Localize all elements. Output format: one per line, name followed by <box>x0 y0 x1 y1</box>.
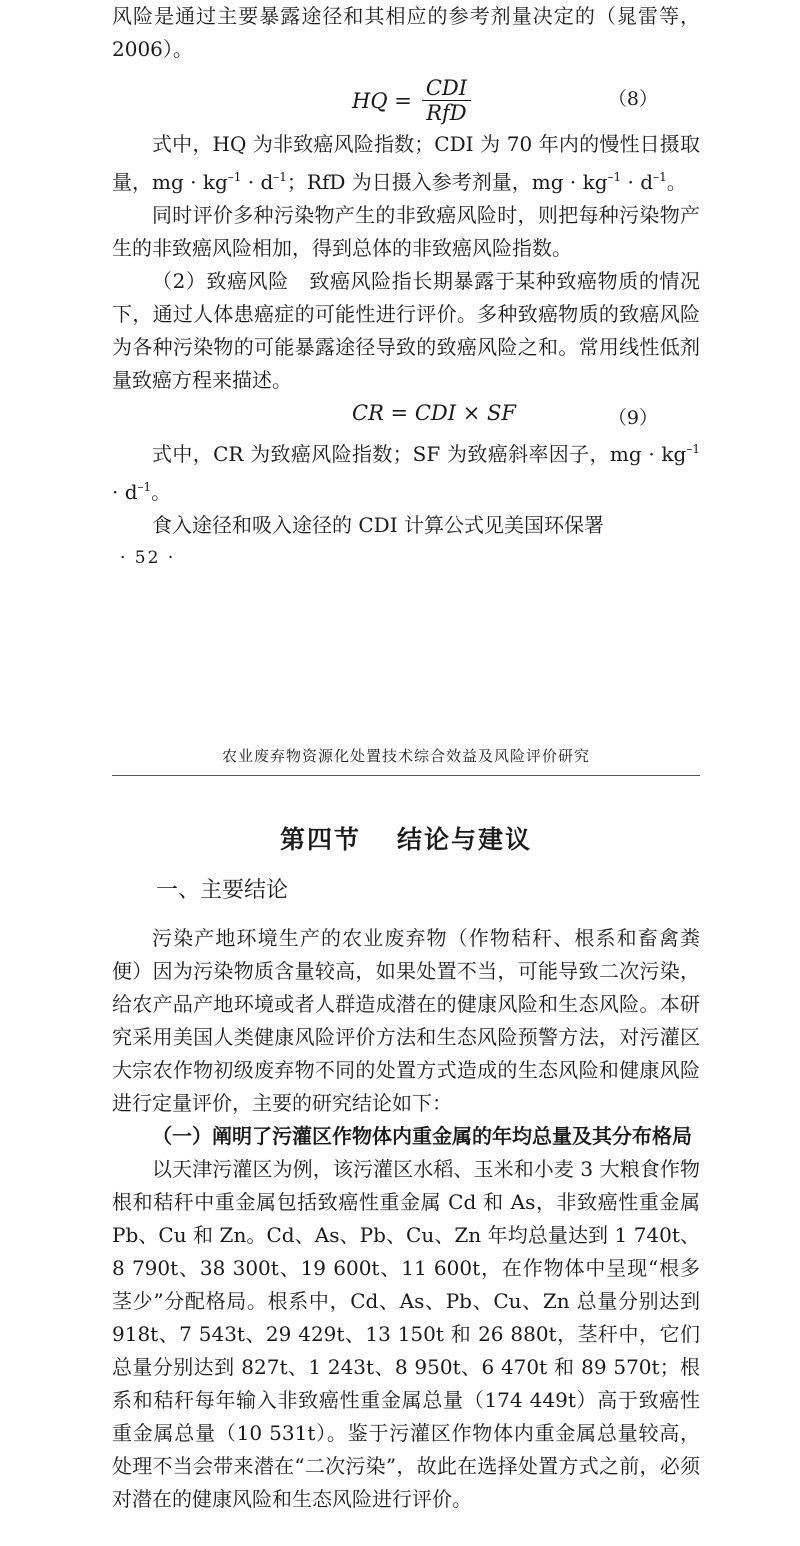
equation-cr: CR = CDI × SF <box>352 401 516 425</box>
paragraph: 污染产地环境生产的农业废弃物（作物秸秆、根系和畜禽粪便）因为污染物质含量较高，如果处置不当，可能导致二次污染，给农产品产地环境或者人群造成潜在的健康风险和生态风险。本研究采用美国人类健康风险评价方法和生态风险预警方法，对污灌区大宗农作物初级废弃物不同的处置方式造成的生态风险和健康风险进行定量评价，主要的研究结论如下： <box>112 926 700 1115</box>
paragraph-cr-definition <box>112 433 700 509</box>
equation-label: （8） <box>607 88 658 110</box>
superscript: –1 <box>686 442 700 456</box>
superscript: –1 <box>137 480 152 494</box>
equation-lhs: HQ = <box>352 88 412 113</box>
equation-9 <box>112 397 700 433</box>
paragraph: 风险是通过主要暴露途径和其相应的参考剂量决定的（晁雷等，2006）。 <box>112 4 700 61</box>
paragraph-carcinogenic-risk: （2）致癌风险 致癌风险指长期暴露于某种致癌物质的情况下，通过人体患癌症的可能性进行评价。多种致癌物质的致癌风险为各种污染物的可能暴露途径导致的致癌风险之和。常用线性低剂量致癌方程来描述。 <box>112 269 700 392</box>
section-name: 结论与建议 <box>397 825 533 854</box>
text-run: 式中，CR 为致癌风险指数；SF 为致癌斜率因子，mg · kg <box>152 442 687 466</box>
section-number: 第四节 <box>279 825 361 854</box>
superscript: –1 <box>227 170 242 184</box>
equation-label: （9） <box>607 407 658 429</box>
superscript: –1 <box>653 170 667 184</box>
text-run: · d <box>241 170 274 194</box>
equation-hq <box>352 76 471 125</box>
paragraph-hq-definition <box>112 128 700 199</box>
running-head: 农业废弃物资源化处置技术综合效益及风险评价研究 <box>221 747 590 765</box>
text-run: · d <box>112 480 138 504</box>
subhead: 一、主要结论 <box>156 878 289 903</box>
text-run: 式中，HQ 为非致癌风险指数；CDI 为 70 年内的慢性日摄取量，mg · kg <box>112 132 700 194</box>
paragraph: 以天津污灌区为例，该污灌区水稻、玉米和小麦 3 大粮食作物根和秸秆中重金属包括致癌性重金属 Cd 和 As，非致癌性重金属 Pb、Cu 和 Zn。Cd、As、Pb、Cu、Zn 年均总量达到 1 740t、8 790t、38 300t、19 600t、11 600t，在作物体中呈现“根多茎少”分配格局。根系中，Cd、As、Pb、Cu、Zn 总量分别达到 918t、7 543t、29 429t、13 150t 和 26 880t，茎秆中，它们总量分别达到 827t、1 243t、8 950t、6 470t 和 89 570t；根系和秸秆每年输入非致癌性重金属总量（174 449t）高于致癌性重金属总量（10 531t）。鉴于污灌区作物体内重金属总量较高，处理不当会带来潜在“二次污染”，故此在选择处置方式之前，必须对潜在的健康风险和生态风险进行评价。 <box>112 1157 700 1511</box>
bottom-page-body <box>112 820 700 1516</box>
header-rule <box>112 775 700 776</box>
paragraph: 同时评价多种污染物产生的非致癌风险时，则把每种污染物产生的非致癌风险相加，得到总体的非致癌风险指数。 <box>112 203 700 260</box>
superscript: –1 <box>607 170 622 184</box>
text-run: · d <box>621 170 654 194</box>
page-number: · 52 · <box>120 548 176 568</box>
text-run: 。 <box>151 480 172 504</box>
section-title <box>112 820 700 864</box>
text-run: 。 <box>666 170 687 194</box>
text-run: ；RfD 为日摄入参考剂量，mg · kg <box>286 170 608 194</box>
top-page-body <box>112 0 700 568</box>
fraction <box>422 76 471 125</box>
equation-8 <box>112 66 700 128</box>
bold-subheading: （一）阐明了污灌区作物体内重金属的年均总量及其分布格局 <box>152 1124 692 1148</box>
fraction-denominator: RfD <box>426 101 467 125</box>
fraction-numerator: CDI <box>422 76 471 101</box>
superscript: –1 <box>273 170 287 184</box>
paragraph: 食入途径和吸入途径的 CDI 计算公式见美国环保署 <box>152 513 604 537</box>
